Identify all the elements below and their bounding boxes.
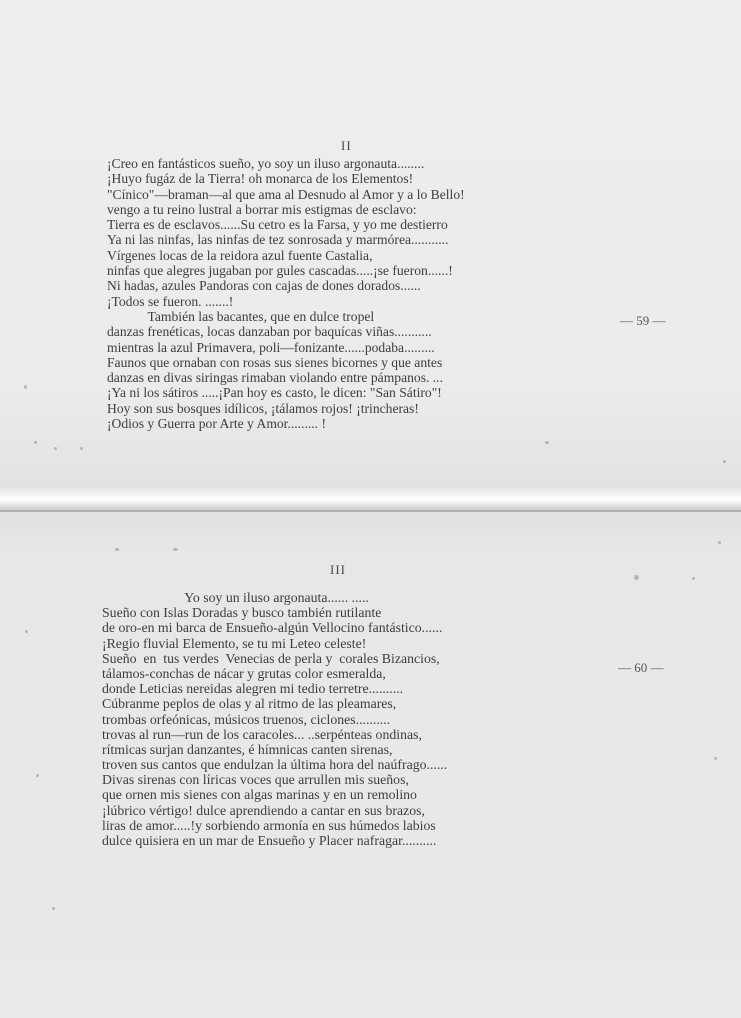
paper-speck: [115, 548, 119, 551]
paper-speck: [545, 441, 549, 444]
verse-line: liras de amor.....!y sorbiendo armonía en sus húmedos labios: [102, 817, 436, 833]
section-heading-iii: III: [330, 562, 346, 577]
paper-speck: [714, 757, 717, 760]
paper-speck: [34, 441, 37, 444]
verse-line: Sueño con Islas Doradas y busco también rutilante: [102, 605, 382, 621]
paper-speck: [36, 774, 39, 777]
verse-line: Hoy son sus bosques idílicos, ¡tálamos rojos! ¡trincheras!: [107, 400, 419, 416]
paper-speck: [723, 460, 726, 463]
verse-line: Yo soy un iluso argonauta...... .....: [102, 590, 369, 605]
verse-line: ¡Creo en fantásticos sueño, yo soy un iluso argonauta........: [107, 156, 425, 171]
verse-line: tálamos-conchas de nácar y grutas color esmeralda,: [102, 665, 386, 681]
verse-line: ¡Ya ni los sátiros .....¡Pan hoy es casto, le dicen: "San Sátiro"!: [107, 385, 442, 401]
poem-block-iii: [102, 590, 447, 848]
paper-speck: [718, 541, 721, 544]
verse-line: ninfas que alegres jugaban por gules cascadas.....¡se fueron......!: [107, 263, 453, 279]
verse-line: "Cínico"—braman—al que ama al Desnudo al Amor y a lo Bello!: [107, 186, 465, 202]
verse-line: trombas orfeónicas, músicos truenos, ciclones..........: [102, 711, 391, 727]
page-number-60: — 60 —: [618, 660, 664, 675]
verse-line: Faunos que ornaban con rosas sus sienes bicornes y que antes: [107, 354, 443, 370]
verse-line: ¡Huyo fugáz de la Tierra! oh monarca de los Elementos!: [107, 171, 414, 187]
page-number-59: — 59 —: [620, 313, 666, 328]
verse-line: dulce quisiera en un mar de Ensueño y Placer nafragar..........: [102, 833, 437, 848]
paper-speck: [52, 907, 55, 910]
paper-speck: [173, 548, 178, 551]
paper-speck: [25, 630, 28, 633]
verse-line: Ni hadas, azules Pandoras con cajas de dones dorados......: [107, 278, 421, 294]
verse-line: Cúbranme peplos de olas y al ritmo de las pleamares,: [102, 696, 397, 712]
verse-line: vengo a tu reino lustral a borrar mis estigmas de esclavo:: [107, 201, 417, 217]
page-60: [0, 512, 741, 1018]
page-59: [0, 0, 741, 494]
verse-line: ¡lúbrico vértigo! dulce aprendiendo a cantar en sus brazos,: [102, 802, 425, 818]
verse-line: ¡Regio fluvial Elemento, se tu mi Leteo celeste!: [102, 635, 367, 651]
verse-line: Ya ni las ninfas, las ninfas de tez sonrosada y marmórea...........: [107, 232, 449, 248]
paper-speck: [80, 447, 83, 450]
verse-line: troven sus cantos que endulzan la última hora del naúfrago......: [102, 757, 448, 773]
poem-block-ii: [107, 156, 465, 431]
verse-line: donde Leticias nereidas alegren mi tedio terretre..........: [102, 681, 404, 697]
verse-line: Sueño en tus verdes Venecias de perla y corales Bizancios,: [102, 650, 440, 666]
verse-line: ¡Todos se fueron. .......!: [107, 293, 234, 309]
verse-line: danzas en divas siringas rimaban violando entre pámpanos. ...: [107, 370, 443, 386]
paper-speck: [54, 447, 57, 450]
paper-speck: [24, 385, 27, 389]
verse-line: de oro-en mi barca de Ensueño-algún Vellocino fantástico......: [102, 620, 443, 636]
paper-speck: [634, 575, 639, 580]
verse-line: mientras la azul Primavera, poli—fonizante......podaba.........: [107, 339, 435, 355]
verse-line: que ornen mis sienes con algas marinas y en un remolino: [102, 787, 417, 803]
verse-line: Vírgenes locas de la reidora azul fuente Castalia,: [107, 247, 373, 263]
verse-line: Tierra es de esclavos......Su cetro es la Farsa, y yo me destierro: [107, 217, 448, 233]
verse-line: ¡Odios y Guerra por Arte y Amor......... !: [107, 416, 326, 432]
verse-line: También las bacantes, que en dulce tropel: [107, 308, 375, 324]
verse-line: rítmicas surjan danzantes, é hímnicas canten sirenas,: [102, 741, 393, 757]
verse-line: trovas al run—run de los caracoles... ..serpénteas ondinas,: [102, 726, 422, 742]
verse-line: Divas sirenas con líricas voces que arrullen mis sueños,: [102, 772, 409, 788]
section-heading-ii: II: [341, 138, 352, 153]
paper-speck: [692, 577, 695, 580]
verse-line: danzas frenéticas, locas danzaban por baquícas viñas...........: [107, 324, 432, 340]
